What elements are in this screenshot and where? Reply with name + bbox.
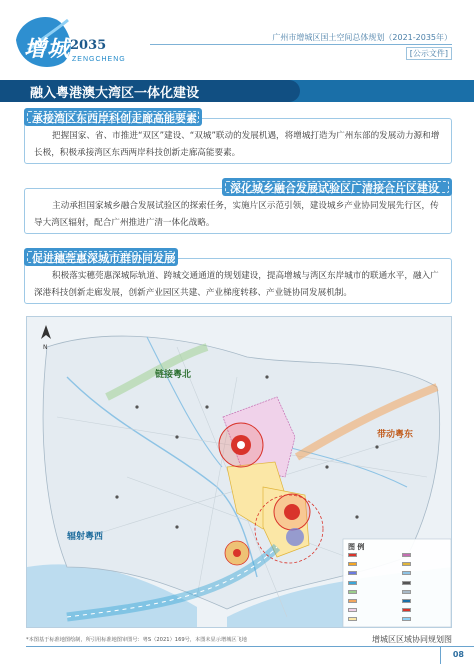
- center-guangzhou-dot: [237, 441, 245, 449]
- svg-text:N: N: [43, 344, 48, 351]
- regional-coordination-map: [26, 316, 452, 628]
- map-caption: 增城区区域协同规划图: [372, 635, 452, 644]
- section-1-heading: 承接湾区东西岸科创走廊高能要素: [32, 112, 197, 125]
- center-huizhou: [286, 528, 304, 546]
- legend-panel: [343, 539, 451, 627]
- map-footnote: *本图基于标准地图绘制，所引用标准地图审图号：粤S（2021）169号，本图未显示增城区飞地: [26, 637, 247, 643]
- section-3-heading: 促进穗莞惠深城市群协同发展: [32, 252, 175, 265]
- section-2-body: 主动承担国家城乡融合发展试验区的探索任务，实施片区示范引领，建设城乡产业协同发展先行区，传导大湾区辐射，配合广州推进广清一体化战略。: [34, 201, 439, 228]
- header-divider: [150, 44, 452, 45]
- label-north: 链接粤北: [155, 370, 192, 380]
- legend-swatch: [402, 581, 411, 585]
- legend-swatch: [348, 571, 357, 575]
- page-title: 融入粤港澳大湾区一体化建设: [30, 86, 200, 101]
- logo-english: ZENGCHENG: [72, 56, 126, 63]
- logo-chinese: 增城: [24, 36, 71, 62]
- legend-swatch: [348, 599, 357, 603]
- label-west: 辐射粤西: [67, 532, 104, 542]
- center-shenzhen-dot: [233, 549, 241, 557]
- section-2-heading: 深化城乡融合发展试验区广清接合片区建设: [230, 182, 439, 195]
- legend-swatch: [402, 590, 411, 594]
- legend-swatch: [402, 608, 411, 612]
- document-status-badge: [公示文件]: [406, 47, 452, 60]
- legend-swatch: [348, 608, 357, 612]
- section-3-body: 积极落实穗莞惠深城际轨道、跨城交通通道的规划建设，提高增城与湾区东岸城市的联通水平，融入广深港科技创新走廊发展，创新产业园区共建、产业梯度转移、产业链协同发展机制。: [34, 271, 439, 298]
- page-number: 08: [452, 650, 464, 659]
- legend-swatch: [402, 617, 411, 621]
- legend-swatch: [402, 571, 411, 575]
- legend-swatch: [348, 590, 357, 594]
- legend-swatch: [348, 617, 357, 621]
- legend-swatch: [348, 562, 357, 566]
- legend-swatch: [348, 553, 357, 557]
- label-east: 带动粤东: [377, 430, 414, 440]
- legend-swatch: [402, 562, 411, 566]
- document-title: 广州市增城区国土空间总体规划（2021-2035年）: [272, 33, 452, 42]
- legend-swatch: [402, 553, 411, 557]
- section-1-body: 把握国家、省、市推进“双区”建设、“双城”联动的发展机遇，将增城打造为广州东部的发展动力源和增长极，积极承接湾区东西两岸科技创新走廊高能要素。: [34, 131, 440, 158]
- legend-title: 图 例: [348, 543, 365, 551]
- legend-swatch: [402, 599, 411, 603]
- legend-swatch: [348, 581, 357, 585]
- footer-divider: [26, 646, 440, 647]
- center-dongguan-core: [284, 504, 300, 520]
- logo-year: 2035: [70, 38, 107, 53]
